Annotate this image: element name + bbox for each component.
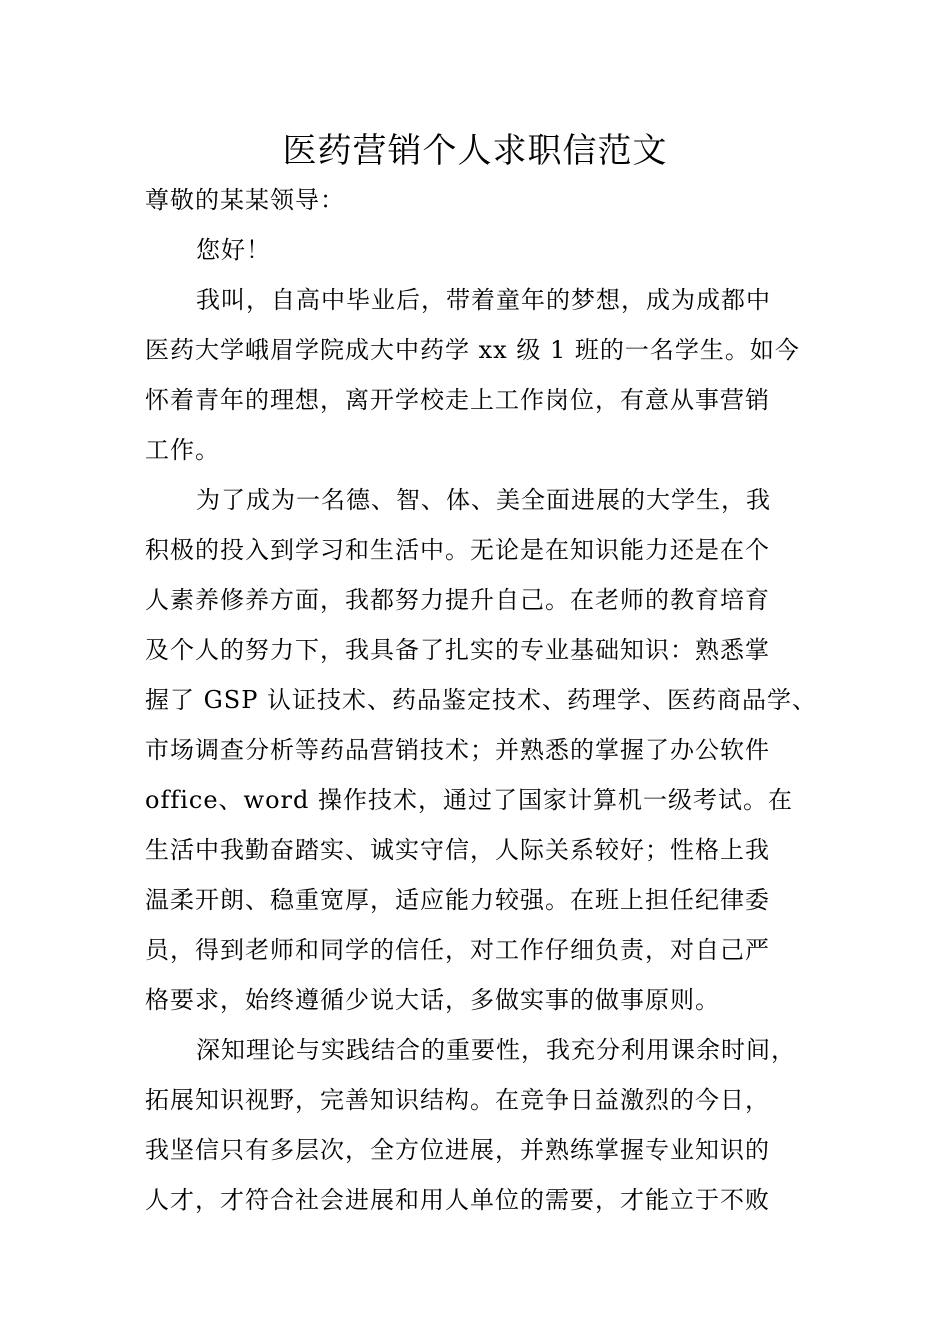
paragraph-2-line-11: 格要求，始终遵循少说大话，多做实事的做事原则。	[145, 986, 720, 1014]
document-title: 医药营销个人求职信范文	[282, 131, 668, 171]
paragraph-2-line-10: 员，得到老师和同学的信任，对工作仔细负责，对自己严	[145, 936, 770, 964]
paragraph-2-line-3: 人素养修养方面，我都努力提升自己。在老师的教育培育	[145, 586, 770, 614]
paragraph-3-line-3: 我坚信只有多层次，全方位进展，并熟练掌握专业知识的	[145, 1136, 770, 1164]
paragraph-1-line-4: 工作。	[145, 436, 220, 464]
paragraph-2-line-4: 及个人的努力下，我具备了扎实的专业基础知识：熟悉掌	[145, 636, 770, 664]
paragraph-3-line-4: 人才，才符合社会进展和用人单位的需要，才能立于不败	[145, 1186, 770, 1214]
paragraph-3-line-1: 深知理论与实践结合的重要性，我充分利用课余时间，	[196, 1036, 796, 1064]
paragraph-1-line-2: 医药大学峨眉学院成大中药学 xx 级 1 班的一名学生。如今	[145, 336, 800, 364]
paragraph-2-line-6: 市场调查分析等药品营销技术；并熟悉的掌握了办公软件	[145, 736, 770, 764]
paragraph-1-line-1: 我叫，自高中毕业后，带着童年的梦想，成为成都中	[196, 286, 771, 314]
paragraph-1-line-3: 怀着青年的理想，离开学校走上工作岗位，有意从事营销	[145, 386, 770, 414]
paragraph-2-line-2: 积极的投入到学习和生活中。无论是在知识能力还是在个	[145, 536, 770, 564]
paragraph-2-line-1: 为了成为一名德、智、体、美全面进展的大学生，我	[196, 486, 771, 514]
salutation: 尊敬的某某领导：	[145, 186, 345, 214]
paragraph-2-line-8: 生活中我勤奋踏实、诚实守信，人际关系较好；性格上我	[145, 836, 770, 864]
paragraph-2-line-5: 握了 GSP 认证技术、药品鉴定技术、药理学、医药商品学、	[145, 686, 818, 714]
paragraph-2-line-7: office、word 操作技术，通过了国家计算机一级考试。在	[145, 786, 793, 814]
paragraph-2-line-9: 温柔开朗、稳重宽厚，适应能力较强。在班上担任纪律委	[145, 886, 770, 914]
greeting: 您好！	[196, 236, 271, 264]
paragraph-3-line-2: 拓展知识视野，完善知识结构。在竞争日益激烈的今日，	[145, 1086, 770, 1114]
